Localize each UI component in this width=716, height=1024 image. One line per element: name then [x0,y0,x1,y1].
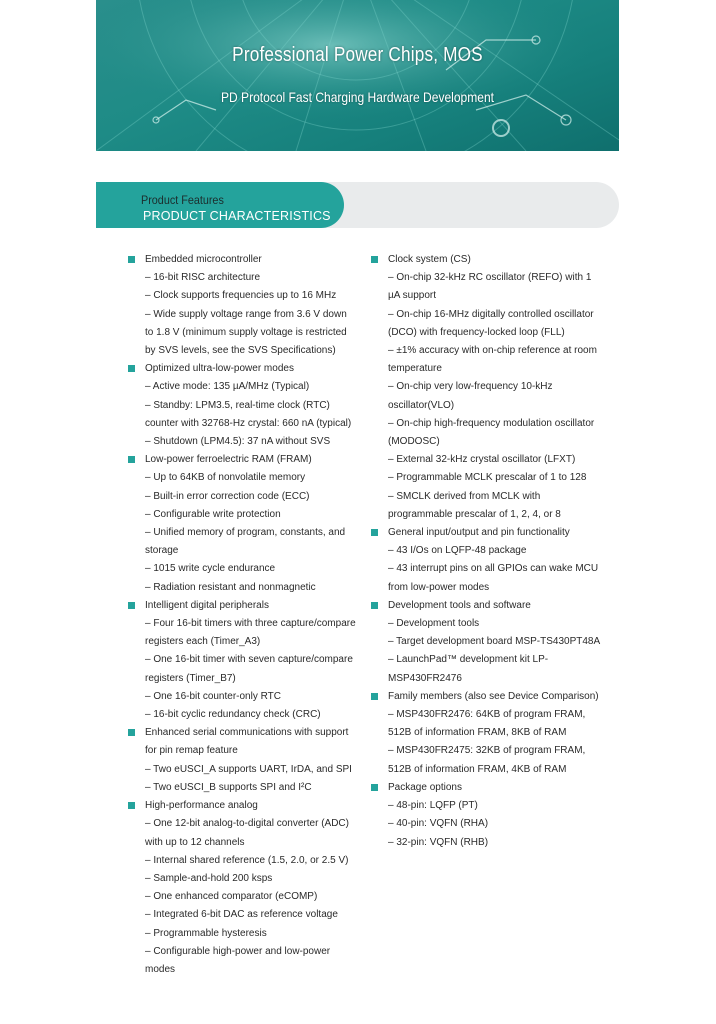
feature-group [371,688,603,779]
feature-item: – 43 interrupt pins on all GPIOs can wake MCU from low-power modes [388,563,599,593]
feature-item: – On-chip high-frequency modulation oscillator (MODOSC) [388,417,595,448]
section-title: Product Features [141,193,224,207]
feature-group [128,597,356,724]
feature-item: – Internal shared reference (1.5, 2.0, or 2.5 V) [145,854,349,866]
feature-item: – Sample-and-hold 200 ksps [145,872,273,884]
feature-item: – 1015 write cycle endurance [145,563,276,575]
feature-item: – One enhanced comparator (eCOMP) [145,891,318,903]
feature-item: – Integrated 6-bit DAC as reference voltage [145,909,338,921]
feature-item: – Active mode: 135 µA/MHz (Typical) [145,381,310,393]
square-bullet-icon [128,602,135,609]
feature-item: – Unified memory of program, constants, and storage [145,527,346,557]
feature-group [128,797,356,979]
feature-item: – On-chip 16-MHz digitally controlled oscillator (DCO) with frequency-locked loop (FLL) [388,308,594,338]
feature-item: – On-chip 32-kHz RC oscillator (REFO) with 1 µA support [388,272,592,302]
feature-item: – Wide supply voltage range from 3.6 V down to 1.8 V (minimum supply voltage is restricted by SVS levels, see the SVS Specifications) [145,308,347,357]
square-bullet-icon [128,456,135,463]
feature-title: Family members (also see Device Comparison) [388,690,599,702]
feature-item: – One 12-bit analog-to-digital converter (ADC) with up to 12 channels [145,818,349,848]
feature-group [371,524,603,597]
square-bullet-icon [371,602,378,609]
feature-item: – Configurable write protection [145,508,281,520]
feature-group [128,360,356,451]
feature-item: – 16-bit cyclic redundancy check (CRC) [145,709,321,721]
feature-title: Enhanced serial communications with support for pin remap feature [145,727,349,757]
feature-item: – 32-pin: VQFN (RHB) [388,836,489,848]
square-bullet-icon [371,784,378,791]
feature-item: – Development tools [388,618,480,630]
features-left-column [128,251,356,979]
feature-item: – Shutdown (LPM4.5): 37 nA without SVS [145,436,331,448]
feature-group [128,251,356,360]
feature-item: – On-chip very low-frequency 10-kHz oscillator(VLO) [388,381,553,411]
feature-title: General input/output and pin functionality [388,527,570,539]
feature-title: Intelligent digital peripherals [145,599,269,611]
feature-item: – Built-in error correction code (ECC) [145,490,310,502]
feature-title: Low-power ferroelectric RAM (FRAM) [145,454,312,466]
square-bullet-icon [128,365,135,372]
feature-item: – Programmable MCLK prescalar of 1 to 128 [388,472,587,484]
feature-item: – Up to 64KB of nonvolatile memory [145,472,306,484]
banner-background-graphic [96,0,619,151]
square-bullet-icon [371,256,378,263]
feature-group [371,597,603,688]
square-bullet-icon [371,529,378,536]
feature-item: – Configurable high-power and low-power modes [145,945,331,975]
square-bullet-icon [128,729,135,736]
feature-group [128,724,356,797]
square-bullet-icon [128,256,135,263]
square-bullet-icon [128,802,135,809]
section-subtitle: PRODUCT CHARACTERISTICS [143,209,331,223]
feature-item: – Clock supports frequencies up to 16 MHz [145,290,337,302]
feature-title: Package options [388,781,462,793]
feature-title: Development tools and software [388,599,531,611]
feature-item: – 40-pin: VQFN (RHA) [388,818,489,830]
feature-item: – SMCLK derived from MCLK with programmable prescalar of 1, 2, 4, or 8 [388,490,561,520]
feature-group [371,779,603,852]
feature-title: Embedded microcontroller [145,254,262,265]
feature-item: – One 16-bit timer with seven capture/compare registers (Timer_B7) [145,654,353,684]
feature-title: Optimized ultra-low-power modes [145,363,294,375]
feature-item: – Standby: LPM3.5, real-time clock (RTC) counter with 32768-Hz crystal: 660 nA (typical) [145,399,352,429]
feature-group [128,451,356,597]
feature-item: – 43 I/Os on LQFP-48 package [388,545,527,557]
banner-title: Professional Power Chips, MOS [232,44,483,66]
feature-item: – ±1% accuracy with on-chip reference at room temperature [388,345,597,375]
features-right-column [371,251,603,852]
header-banner [96,0,619,151]
feature-item: – MSP430FR2475: 32KB of program FRAM, 512B of information FRAM, 4KB of RAM [388,745,586,775]
feature-item: – External 32-kHz crystal oscillator (LFXT) [388,454,576,466]
feature-item: – LaunchPad™ development kit LP-MSP430FR2476 [388,654,549,684]
feature-title: High-performance analog [145,800,258,812]
feature-group [371,251,603,524]
feature-item: – 16-bit RISC architecture [145,272,261,284]
banner-subtitle: PD Protocol Fast Charging Hardware Development [220,89,495,105]
feature-item: – Two eUSCI_B supports SPI and I²C [145,781,312,793]
feature-item: – 48-pin: LQFP (PT) [388,800,478,812]
feature-item: – One 16-bit counter-only RTC [145,690,281,702]
feature-title: Clock system (CS) [388,254,471,265]
square-bullet-icon [371,693,378,700]
feature-item: – Four 16-bit timers with three capture/compare registers each (Timer_A3) [145,618,356,648]
feature-item: – MSP430FR2476: 64KB of program FRAM, 512B of information FRAM, 8KB of RAM [388,709,586,739]
feature-item: – Two eUSCI_A supports UART, IrDA, and SPI [145,763,352,775]
feature-item: – Radiation resistant and nonmagnetic [145,581,316,593]
feature-item: – Programmable hysteresis [145,927,267,939]
feature-item: – Target development board MSP-TS430PT48A [388,636,601,648]
